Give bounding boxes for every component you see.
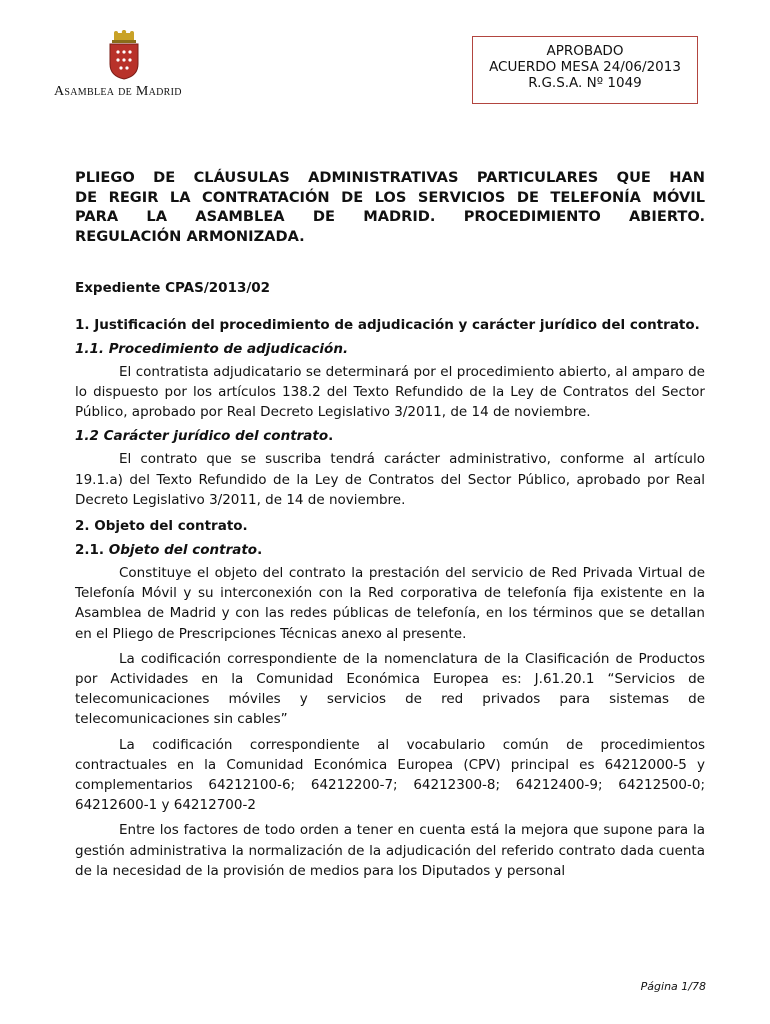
section-1-2-title: 1.2 Carácter jurídico del contrato <box>75 428 329 445</box>
title-line: DE REGIR LA CONTRATACIÓN DE LOS SERVICIOS DE TELEFONÍA MÓVIL <box>75 188 705 206</box>
stamp-line: APROBADO <box>546 43 624 59</box>
institution-name: Asamblea de Madrid <box>54 84 182 99</box>
section-2-1-heading: 2.1. Objeto del contrato. <box>75 542 263 559</box>
paragraph: El contrato que se suscriba tendrá carácter administrativo, conforme al artículo 19.1.a) del Texto Refundido de la Ley de Contratos del Sector Público, aprobado por Real Decreto Legislativo 3/2011, de 14 de noviembre. <box>75 451 705 508</box>
section-2-1-title: Objeto del contrato <box>108 542 258 559</box>
crest-icon <box>104 30 144 80</box>
institution-logo <box>54 30 214 100</box>
section-2-heading: 2. Objeto del contrato. <box>75 518 248 535</box>
approval-stamp <box>472 36 698 104</box>
title-line: REGULACIÓN ARMONIZADA. <box>75 228 305 246</box>
page-number: Página 1/78 <box>640 980 706 993</box>
paragraph: Entre los factores de todo orden a tener en cuenta está la mejora que supone para la gestión administrativa la normalización de la adjudicación del referido contrato dada cuenta de la necesidad de la provisión de medios para los Diputados y personal <box>75 822 705 879</box>
section-2-1-number: 2.1. <box>75 542 105 559</box>
stamp-line: ACUERDO MESA 24/06/2013 <box>489 59 681 75</box>
section-1-heading: 1. Justificación del procedimiento de adjudicación y carácter jurídico del contrato. <box>75 316 700 333</box>
document-body <box>75 168 705 881</box>
paragraph: La codificación correspondiente al vocabulario común de procedimientos contractuales en la Comunidad Económica Europea (CPV) principal es 64212000-5 y complementarios 64212100-6; 64212200-7; 64212300-8; 64212400-9; 64212500-0; 64212600-1 y 64212700-2 <box>75 736 705 814</box>
paragraph: El contratista adjudicatario se determinará por el procedimiento abierto, al amparo de lo dispuesto por los artículos 138.2 del Texto Refundido de la Ley de Contratos del Sector Público, aprobado por Real Decreto Legislativo 3/2011, de 14 de noviembre. <box>75 363 705 421</box>
document-title <box>75 168 705 247</box>
stamp-line: R.G.S.A. Nº 1049 <box>528 75 642 91</box>
title-line: PARA LA ASAMBLEA DE MADRID. PROCEDIMIENTO ABIERTO. <box>75 208 705 226</box>
expediente-number: Expediente CPAS/2013/02 <box>75 279 271 296</box>
section-1-1-heading: 1.1. Procedimiento de adjudicación. <box>75 340 349 357</box>
paragraph: La codificación correspondiente de la nomenclatura de la Clasificación de Productos por Actividades en la Comunidad Económica Europea es: J.61.20.1 “Servicios de telecomunicaciones móviles y servicios de red privados para sistemas de telecomunicaciones sin cables” <box>75 650 705 728</box>
paragraph: Constituye el objeto del contrato la prestación del servicio de Red Privada Virtual de Telefonía Móvil y su interconexión con la Red corporativa de telefonía fija existente en la Asamblea de Madrid y con las redes públicas de telefonía, en los términos que se detallan en el Pliego de Prescripciones Técnicas anexo al presente. <box>75 565 705 642</box>
title-line: PLIEGO DE CLÁUSULAS ADMINISTRATIVAS PARTICULARES QUE HAN <box>75 169 705 186</box>
section-1-2-heading: 1.2 Carácter jurídico del contrato. <box>75 428 334 445</box>
